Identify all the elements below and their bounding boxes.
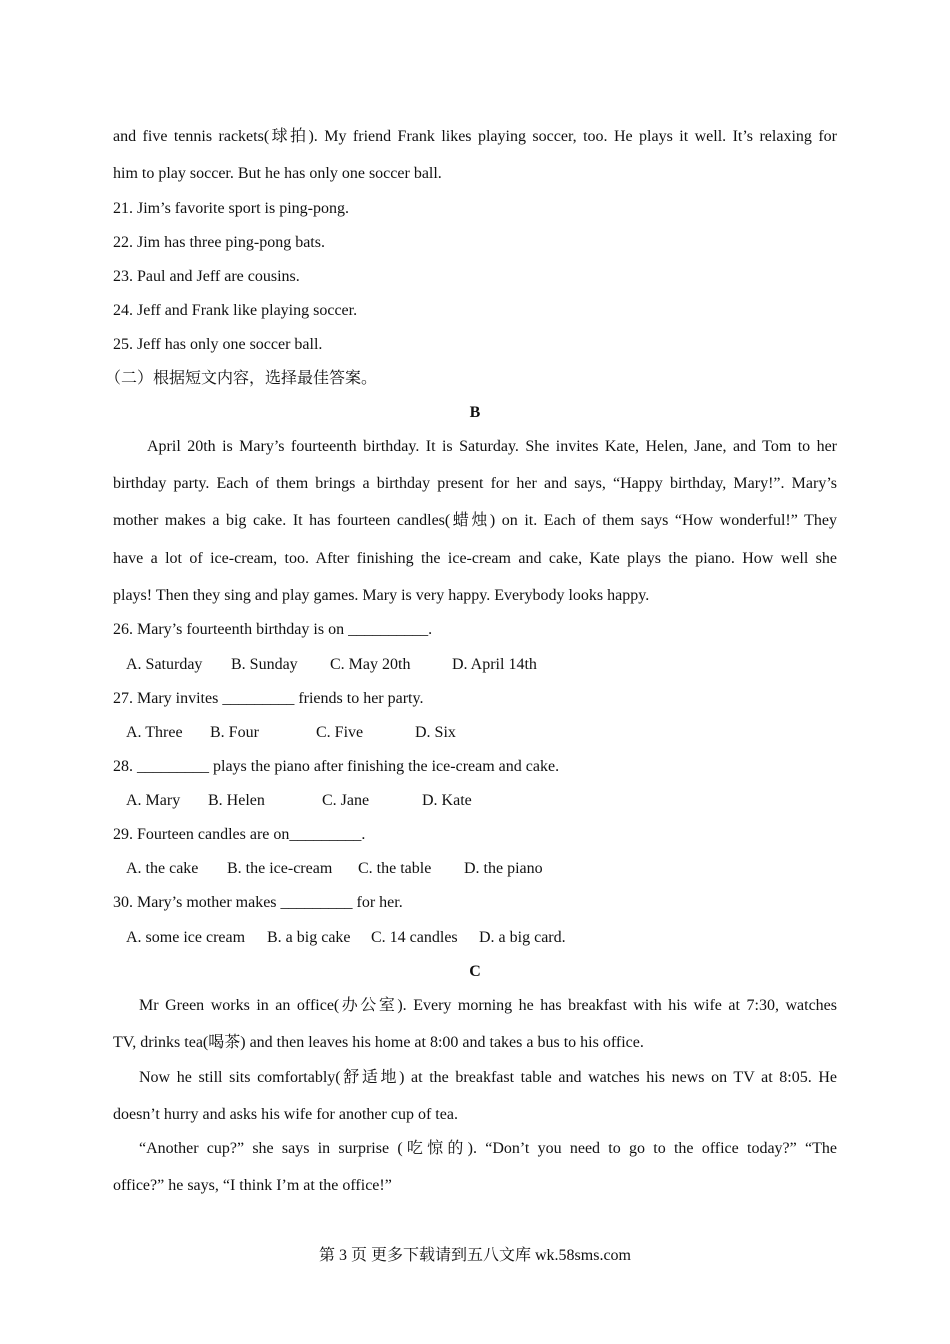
mc-question-30: 30. Mary’s mother makes _________ for her. xyxy=(113,894,403,911)
option-b: B. the ice-cream xyxy=(227,860,333,877)
mc-options-26 xyxy=(126,655,837,675)
passage-c-p1-line: Mr Green works in an office(办公室). Every morning he has breakfast with his wife at 7:30, watches xyxy=(139,997,837,1014)
mc-options-28 xyxy=(126,791,837,811)
mc-question-28: 28. _________ plays the piano after finishing the ice-cream and cake. xyxy=(113,758,560,775)
option-a: A. Mary xyxy=(126,792,181,809)
option-d: D. April 14th xyxy=(452,656,537,673)
option-a: A. some ice cream xyxy=(126,929,246,946)
mc-options-30 xyxy=(126,928,837,948)
option-d: D. Six xyxy=(415,724,456,741)
option-d: D. a big card. xyxy=(479,929,566,946)
option-d: D. the piano xyxy=(464,860,543,877)
passage-c-p1-line: TV, drinks tea(喝茶) and then leaves his home at 8:00 and takes a bus to his office. xyxy=(113,1034,644,1051)
tf-question-25: 25. Jeff has only one soccer ball. xyxy=(113,336,323,353)
tf-question-24: 24. Jeff and Frank like playing soccer. xyxy=(113,302,358,319)
mc-question-29: 29. Fourteen candles are on_________. xyxy=(113,826,366,843)
passage-b-line: have a lot of ice-cream, too. After finishing the ice-cream and cake, Kate plays the piano. How well she xyxy=(113,550,837,567)
mc-question-27: 27. Mary invites _________ friends to her party. xyxy=(113,690,424,707)
passage-a-line: and five tennis rackets(球拍). My friend Frank likes playing soccer, too. He plays it well. It’s relaxing for xyxy=(113,128,837,145)
passage-b-letter: B xyxy=(469,404,481,421)
section-heading: （二）根据短文内容，选择最佳答案。 xyxy=(105,370,378,387)
passage-c-letter: C xyxy=(469,963,481,980)
option-b: B. Four xyxy=(210,724,259,741)
passage-b-line: birthday party. Each of them brings a birthday present for her and says, “Happy birthday, Mary!”. Mary’s xyxy=(113,475,837,492)
tf-question-23: 23. Paul and Jeff are cousins. xyxy=(113,268,300,285)
option-d: D. Kate xyxy=(422,792,472,809)
mc-question-26: 26. Mary’s fourteenth birthday is on __________. xyxy=(113,621,433,638)
passage-a-line: him to play soccer. But he has only one soccer ball. xyxy=(113,165,442,182)
page-footer: 第 3 页 更多下载请到五八文库 wk.58sms.com xyxy=(318,1247,631,1264)
option-c: C. Jane xyxy=(322,792,370,809)
passage-b-line: mother makes a big cake. It has fourteen candles(蜡烛) on it. Each of them says “How wonderful!” They xyxy=(113,512,837,529)
option-b: B. a big cake xyxy=(267,929,351,946)
passage-c-p2-line: doesn’t hurry and asks his wife for another cup of tea. xyxy=(113,1106,458,1123)
passage-b-line: April 20th is Mary’s fourteenth birthday. It is Saturday. She invites Kate, Helen, Jane, and Tom to her xyxy=(147,438,837,455)
option-b: B. Helen xyxy=(208,792,265,809)
option-c: C. 14 candles xyxy=(371,929,458,946)
option-c: C. the table xyxy=(358,860,432,877)
tf-question-21: 21. Jim’s favorite sport is ping-pong. xyxy=(113,200,349,217)
tf-question-22: 22. Jim has three ping-pong bats. xyxy=(113,234,325,251)
passage-c-p2-line: Now he still sits comfortably(舒适地) at the breakfast table and watches his news on TV at 8:05. He xyxy=(139,1069,837,1086)
mc-options-27 xyxy=(126,723,837,743)
option-a: A. Three xyxy=(126,724,183,741)
mc-options-29 xyxy=(126,859,837,879)
option-c: C. Five xyxy=(316,724,364,741)
passage-c-p3-line: office?” he says, “I think I’m at the office!” xyxy=(113,1177,392,1194)
option-a: A. Saturday xyxy=(126,656,203,673)
option-c: C. May 20th xyxy=(330,656,411,673)
passage-c-p3-line: “Another cup?” she says in surprise (吃惊的). “Don’t you need to go to the office today?” “The xyxy=(139,1140,837,1157)
option-a: A. the cake xyxy=(126,860,199,877)
passage-b-line: plays! Then they sing and play games. Mary is very happy. Everybody looks happy. xyxy=(113,587,650,604)
option-b: B. Sunday xyxy=(231,656,298,673)
